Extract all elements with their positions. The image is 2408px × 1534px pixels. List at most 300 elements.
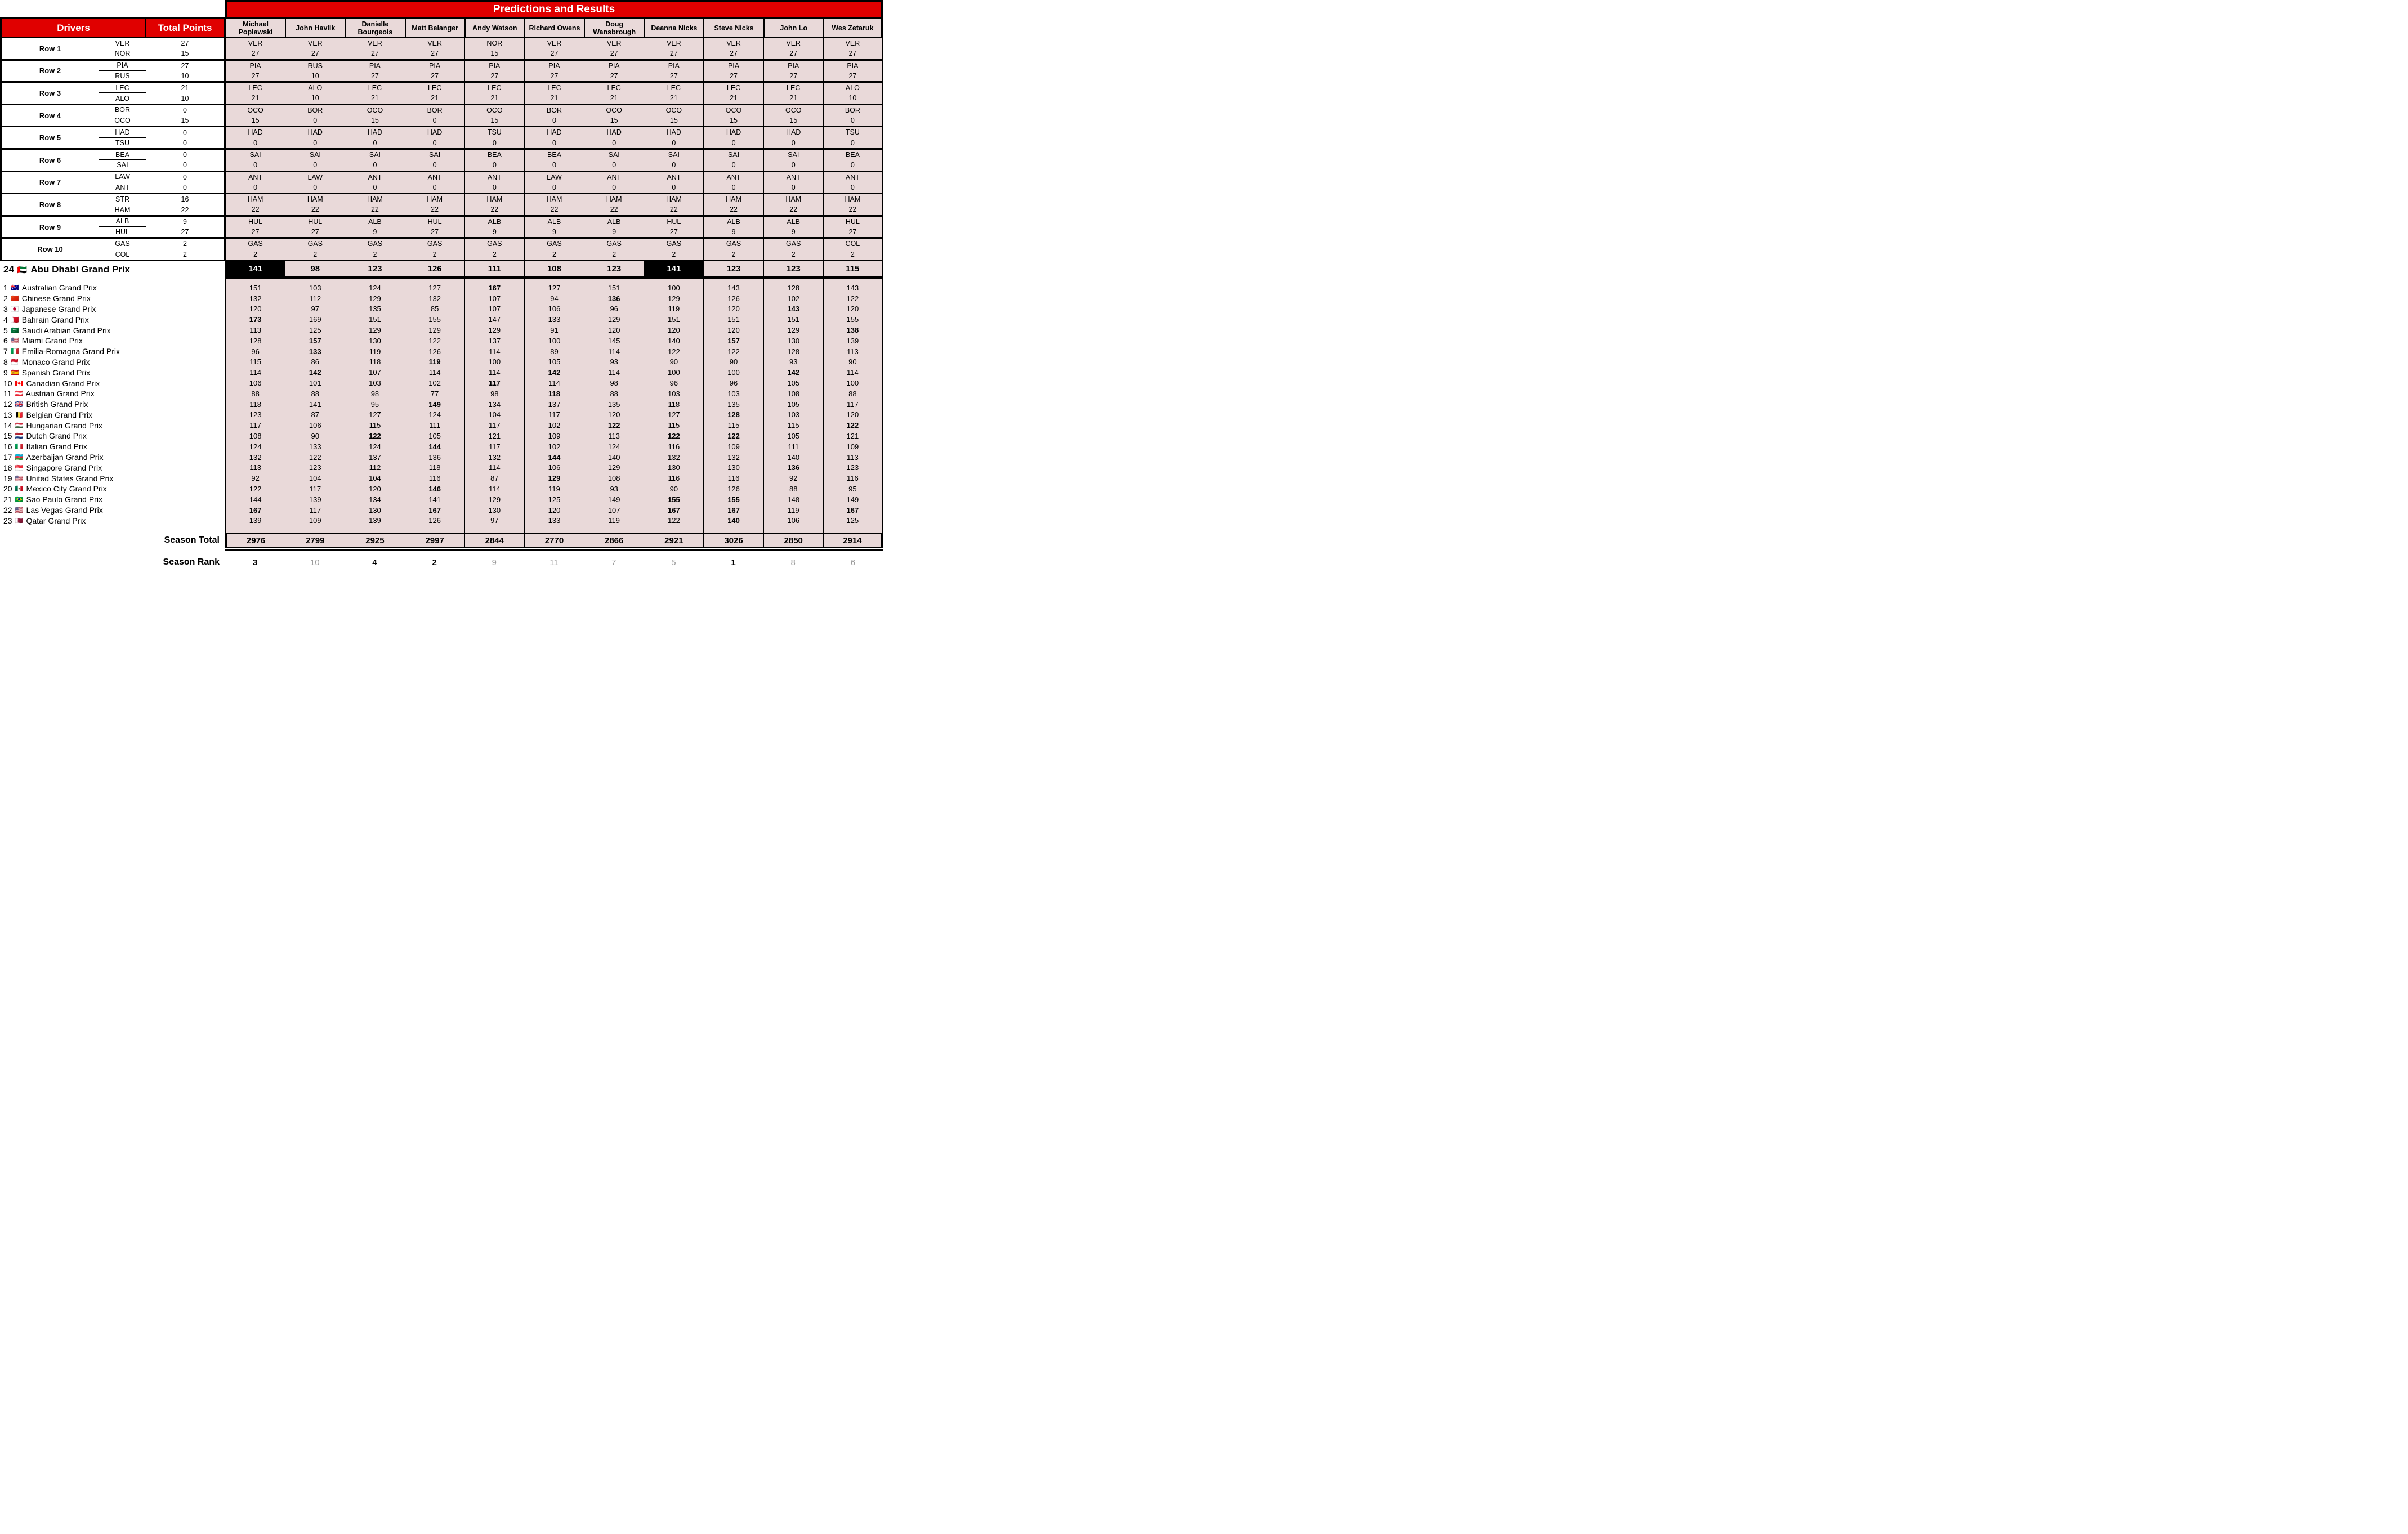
race-name: Dutch Grand Prix — [26, 431, 87, 441]
result-driver-code: ANT — [99, 182, 146, 193]
race-score-cell: 90 — [848, 357, 857, 366]
prediction-cell — [823, 239, 883, 260]
predicted-driver-code: ANT — [427, 173, 442, 181]
race-label — [0, 304, 225, 315]
predicted-driver-points: 27 — [251, 50, 260, 58]
race-flag-icon: 🇺🇸 — [10, 337, 19, 345]
player-column-header: Richard Owens — [524, 17, 584, 38]
drivers-header: Drivers — [0, 17, 146, 38]
predicted-driver-code: ALB — [368, 217, 382, 226]
race-name: Abu Dhabi Grand Prix — [30, 264, 130, 275]
predicted-driver-points: 2 — [850, 250, 855, 258]
race-number: 5 — [3, 325, 8, 335]
predicted-driver-code: VER — [307, 39, 323, 48]
predicted-driver-points: 2 — [612, 250, 616, 258]
race-score-cell: 124 — [369, 283, 381, 292]
race-number: 17 — [3, 453, 12, 462]
race-score-cell: 126 — [727, 294, 740, 303]
prediction-cell — [405, 172, 464, 193]
predicted-driver-code: ALB — [787, 217, 801, 226]
race-score-cell: 146 — [428, 484, 441, 493]
predicted-driver-points: 0 — [552, 138, 556, 147]
prediction-row — [0, 194, 883, 217]
result-driver-points: 15 — [146, 48, 225, 59]
race-score-cell: 120 — [369, 484, 381, 493]
prediction-cell — [464, 127, 524, 148]
race-score-cell: 173 — [249, 315, 262, 324]
predicted-driver-points: 0 — [492, 183, 497, 191]
race-score-cell: 129 — [668, 294, 680, 303]
race-score-cell: 102 — [548, 421, 561, 430]
prediction-cell — [524, 194, 584, 215]
predicted-driver-points: 22 — [789, 205, 798, 214]
predicted-driver-points: 10 — [311, 71, 319, 80]
prediction-row — [0, 105, 883, 128]
top-left-spacer — [0, 0, 225, 17]
race-number: 18 — [3, 463, 12, 472]
row-label: Row 7 — [0, 172, 99, 193]
season-rank-cell: 4 — [372, 557, 377, 567]
race-score-cell: 103 — [309, 283, 321, 292]
prediction-cell — [763, 38, 823, 59]
player-column-header: Steve Nicks — [703, 17, 763, 38]
result-driver-code: HAM — [99, 204, 146, 214]
race-number: 10 — [3, 378, 12, 388]
race-score-cell: 128 — [787, 347, 800, 356]
race-name: Azerbaijan Grand Prix — [26, 453, 104, 462]
race-score-cell: 143 — [846, 283, 859, 292]
result-driver-points: 0 — [146, 127, 225, 137]
race-name: United States Grand Prix — [26, 473, 114, 483]
race-name: Australian Grand Prix — [21, 283, 97, 293]
player-column-header: Michael Poplawski — [225, 17, 285, 38]
prediction-cell — [225, 127, 285, 148]
prediction-row — [0, 150, 883, 172]
race-score-cell: 103 — [668, 389, 680, 398]
race-score-cell: 98 — [490, 389, 499, 398]
race-score-cell: 140 — [787, 453, 800, 462]
predicted-driver-code: SAI — [668, 151, 680, 159]
race-number: 14 — [3, 421, 12, 430]
race-score-cell: 114 — [608, 347, 620, 356]
predicted-driver-code: ALB — [727, 217, 740, 226]
season-rank-cell: 10 — [310, 557, 320, 567]
total-double-underline — [225, 549, 883, 551]
predicted-driver-points: 9 — [791, 228, 796, 236]
predicted-driver-points: 22 — [550, 205, 559, 214]
race-score-cell: 127 — [369, 410, 381, 419]
abu-dhabi-row — [0, 261, 883, 279]
predicted-driver-code: HAD — [547, 128, 562, 137]
row-label: Row 4 — [0, 105, 99, 126]
predicted-driver-code: BOR — [845, 106, 860, 114]
prediction-cell — [225, 105, 285, 126]
race-label — [0, 367, 225, 378]
prediction-cell — [464, 105, 524, 126]
race-score-cell: 133 — [548, 516, 561, 525]
race-name: British Grand Prix — [26, 400, 88, 409]
prediction-cell — [644, 150, 703, 171]
race-score-cell: 93 — [789, 357, 798, 366]
race-score-cell: 136 — [607, 294, 620, 303]
predicted-driver-code: HAM — [726, 195, 741, 204]
predicted-driver-points: 27 — [251, 71, 260, 80]
race-score-cell: 115 — [369, 421, 381, 430]
race-flag-icon: 🇭🇺 — [15, 421, 24, 430]
season-total-row — [0, 533, 883, 548]
race-score-cell: 88 — [848, 389, 857, 398]
prediction-cell — [644, 105, 703, 126]
race-score-cell: 129 — [607, 463, 620, 472]
predicted-driver-code: HAD — [786, 128, 801, 137]
predicted-driver-code: VER — [368, 39, 382, 48]
prediction-cell — [405, 217, 464, 238]
prediction-cell — [584, 105, 644, 126]
predicted-driver-code: ANT — [607, 173, 622, 181]
race-score-column — [405, 279, 464, 533]
race-label — [0, 314, 225, 325]
prediction-cell — [285, 172, 345, 193]
predicted-driver-points: 0 — [850, 161, 855, 169]
prediction-cell — [703, 239, 763, 260]
race-number: 2 — [3, 294, 8, 303]
result-driver-code: SAI — [99, 160, 146, 170]
predicted-driver-points: 0 — [253, 183, 258, 191]
predicted-driver-code: ALB — [488, 217, 502, 226]
result-driver-code: STR — [99, 194, 146, 204]
row-label: Row 1 — [0, 38, 99, 59]
race-score-cell: 117 — [548, 410, 560, 419]
predictions-spreadsheet — [0, 0, 883, 570]
predicted-driver-points: 27 — [669, 71, 678, 80]
result-driver-points: 27 — [146, 61, 225, 71]
race-name: Miami Grand Prix — [21, 336, 83, 346]
race-score-cell: 114 — [488, 463, 501, 472]
prediction-cell — [703, 38, 763, 59]
prediction-row — [0, 61, 883, 83]
prediction-cell — [464, 239, 524, 260]
race-score-cell: 113 — [847, 347, 859, 356]
predicted-driver-points: 10 — [848, 94, 857, 102]
season-total-cell: 2850 — [763, 533, 823, 548]
race-score-cell: 122 — [249, 484, 262, 493]
predicted-driver-code: PIA — [788, 61, 799, 70]
predicted-driver-points: 27 — [848, 50, 857, 58]
predicted-driver-code: LEC — [787, 84, 801, 92]
predicted-driver-points: 0 — [791, 138, 796, 147]
predicted-driver-points: 22 — [431, 205, 439, 214]
race-score-cell: 116 — [847, 474, 859, 483]
race-score-cell: 118 — [548, 389, 560, 398]
abu-dhabi-score-cell: 126 — [405, 261, 464, 279]
season-rank-cell: 8 — [790, 557, 796, 567]
predicted-driver-points: 0 — [612, 161, 616, 169]
predicted-driver-points: 0 — [672, 138, 676, 147]
season-rank-cell: 6 — [850, 557, 856, 567]
race-score-cell: 105 — [787, 431, 800, 440]
predicted-driver-code: VER — [786, 39, 801, 48]
race-number: 16 — [3, 442, 12, 451]
race-score-cell: 119 — [668, 305, 680, 314]
predicted-driver-points: 0 — [432, 183, 437, 191]
row-label: Row 10 — [0, 239, 99, 260]
predicted-driver-code: ANT — [786, 173, 801, 181]
race-score-cell: 100 — [668, 368, 680, 377]
predicted-driver-code: PIA — [369, 61, 381, 70]
predicted-driver-points: 21 — [730, 94, 738, 102]
prediction-cell — [823, 127, 883, 148]
predicted-driver-code: COL — [845, 240, 860, 248]
season-total-cell: 2866 — [584, 533, 644, 548]
result-driver-points: 10 — [146, 71, 225, 81]
race-score-cell: 109 — [846, 442, 859, 451]
predicted-driver-code: BEA — [845, 151, 860, 159]
predicted-driver-code: OCO — [725, 106, 742, 114]
predictions-grid — [0, 38, 883, 261]
predicted-driver-code: PIA — [429, 61, 441, 70]
predicted-driver-code: TSU — [845, 128, 860, 137]
race-score-cell: 114 — [488, 484, 501, 493]
race-score-cell: 88 — [610, 389, 618, 398]
predicted-driver-points: 2 — [253, 250, 258, 258]
race-score-cell: 85 — [430, 305, 439, 314]
prediction-cell — [225, 83, 285, 104]
race-score-cell: 144 — [428, 442, 441, 451]
race-score-cell: 119 — [787, 506, 799, 515]
predicted-driver-code: BEA — [547, 151, 561, 159]
race-number: 7 — [3, 347, 8, 356]
race-score-cell: 122 — [668, 516, 680, 525]
race-score-cell: 120 — [727, 326, 740, 335]
predicted-driver-code: GAS — [427, 240, 443, 248]
page-title: Predictions and Results — [225, 0, 883, 17]
race-score-cell: 120 — [607, 410, 620, 419]
race-score-cell: 127 — [668, 410, 680, 419]
result-driver-points: 22 — [146, 204, 225, 214]
race-score-cell: 136 — [428, 453, 441, 462]
predicted-driver-points: 10 — [311, 94, 319, 102]
predicted-driver-code: LEC — [368, 84, 382, 92]
predicted-driver-points: 21 — [431, 94, 439, 102]
race-score-cell: 123 — [309, 463, 321, 472]
prediction-cell — [763, 239, 823, 260]
race-score-cell: 151 — [727, 315, 740, 324]
prediction-cell — [524, 83, 584, 104]
race-score-cell: 120 — [548, 506, 561, 515]
race-score-cell: 114 — [249, 368, 261, 377]
prediction-cell — [584, 127, 644, 148]
predicted-driver-points: 9 — [552, 228, 556, 236]
predicted-driver-code: SAI — [429, 151, 441, 159]
predicted-driver-points: 0 — [313, 117, 318, 125]
race-flag-icon: 🇦🇿 — [15, 453, 24, 462]
race-score-cell: 107 — [369, 368, 381, 377]
predicted-driver-points: 2 — [731, 250, 736, 258]
race-score-cell: 96 — [610, 305, 618, 314]
race-score-cell: 88 — [311, 389, 319, 398]
result-driver-points: 0 — [146, 160, 225, 170]
prediction-row — [0, 127, 883, 150]
player-column-header: Wes Zetaruk — [823, 17, 883, 38]
race-score-cell: 157 — [309, 336, 321, 345]
race-score-cell: 133 — [309, 442, 321, 451]
predicted-driver-code: LEC — [667, 84, 681, 92]
predicted-driver-code: GAS — [786, 240, 801, 248]
predicted-driver-points: 0 — [373, 161, 377, 169]
predicted-driver-code: SAI — [608, 151, 620, 159]
predicted-driver-code: HUL — [248, 217, 263, 226]
predicted-driver-code: HAM — [665, 195, 682, 204]
predicted-driver-points: 9 — [731, 228, 736, 236]
prediction-cell — [225, 217, 285, 238]
race-score-cell: 120 — [249, 305, 262, 314]
predicted-driver-points: 0 — [432, 117, 437, 125]
prediction-row — [0, 83, 883, 105]
predicted-driver-points: 9 — [373, 228, 377, 236]
race-score-cell: 93 — [610, 357, 618, 366]
predicted-driver-code: OCO — [367, 106, 383, 114]
race-score-cell: 148 — [787, 495, 800, 504]
predicted-driver-code: OCO — [606, 106, 622, 114]
prediction-cell — [285, 38, 345, 59]
race-score-cell: 104 — [488, 410, 501, 419]
prediction-cell — [763, 172, 823, 193]
predicted-driver-code: HAM — [247, 195, 263, 204]
race-label — [0, 420, 225, 431]
race-score-cell: 107 — [488, 305, 501, 314]
result-driver-code: RUS — [99, 71, 146, 81]
predicted-driver-points: 2 — [373, 250, 377, 258]
race-score-cell: 105 — [548, 357, 561, 366]
season-rank-label: Season Rank — [163, 557, 220, 567]
result-driver-code: VER — [99, 38, 146, 48]
predicted-driver-code: VER — [845, 39, 860, 48]
predicted-driver-code: HAD — [726, 128, 741, 137]
predicted-driver-code: LEC — [607, 84, 621, 92]
race-score-cell: 106 — [548, 305, 561, 314]
race-score-cell: 120 — [607, 326, 620, 335]
predicted-driver-code: TSU — [487, 128, 502, 137]
race-score-cell: 155 — [428, 315, 441, 324]
prediction-cell — [225, 38, 285, 59]
race-name: Las Vegas Grand Prix — [26, 506, 103, 515]
predicted-driver-points: 9 — [612, 228, 616, 236]
race-label — [0, 399, 225, 410]
predicted-driver-code: ALB — [547, 217, 561, 226]
predicted-driver-points: 0 — [313, 161, 318, 169]
race-score-cell: 144 — [548, 453, 561, 462]
race-score-cell: 97 — [311, 305, 319, 314]
race-score-cell: 109 — [727, 442, 740, 451]
title-band — [0, 0, 883, 17]
predicted-driver-points: 27 — [730, 71, 738, 80]
race-score-cell: 108 — [249, 431, 262, 440]
prediction-cell — [823, 38, 883, 59]
total-underline-band — [0, 548, 883, 551]
race-flag-icon: 🇧🇷 — [15, 495, 24, 504]
predicted-driver-points: 0 — [791, 183, 796, 191]
race-score-cell: 104 — [369, 474, 381, 483]
race-score-cell: 134 — [369, 495, 381, 504]
prediction-cell — [464, 217, 524, 238]
predicted-driver-code: LAW — [547, 173, 562, 181]
race-score-cell: 122 — [727, 431, 740, 440]
uae-flag-icon: 🇦🇪 — [17, 265, 28, 274]
race-score-cell: 95 — [848, 484, 857, 493]
predicted-driver-code: PIA — [608, 61, 620, 70]
prediction-cell — [823, 194, 883, 215]
result-driver-code: ALB — [99, 217, 146, 227]
prediction-cell — [524, 105, 584, 126]
race-score-cell: 124 — [428, 410, 441, 419]
race-score-cell: 124 — [369, 442, 381, 451]
race-score-cell: 115 — [249, 357, 261, 366]
prediction-cell — [644, 194, 703, 215]
predicted-driver-points: 0 — [313, 183, 318, 191]
result-driver-code: LAW — [99, 172, 146, 182]
race-score-cell: 117 — [309, 484, 321, 493]
race-label — [0, 515, 225, 526]
season-total-label: Season Total — [0, 533, 225, 548]
predicted-driver-points: 2 — [492, 250, 497, 258]
race-score-cell: 128 — [727, 410, 740, 419]
abu-dhabi-score-cell: 123 — [703, 261, 763, 279]
race-flag-icon: 🇯🇵 — [10, 305, 19, 313]
race-score-cell: 127 — [428, 283, 441, 292]
race-number: 8 — [3, 357, 8, 366]
race-score-cell: 92 — [251, 474, 260, 483]
race-score-cell: 122 — [607, 421, 620, 430]
predicted-driver-code: BOR — [307, 106, 323, 114]
race-score-cell: 122 — [727, 347, 740, 356]
race-score-column — [285, 279, 345, 533]
prediction-cell — [464, 194, 524, 215]
race-score-cell: 108 — [607, 474, 620, 483]
race-score-cell: 129 — [607, 315, 620, 324]
prediction-cell — [584, 150, 644, 171]
result-driver-code: HUL — [99, 227, 146, 237]
race-score-cell: 113 — [249, 326, 261, 335]
predicted-driver-code: GAS — [606, 240, 622, 248]
season-rank-cell: 11 — [549, 557, 559, 567]
predicted-driver-points: 27 — [610, 71, 618, 80]
race-score-cell: 98 — [610, 379, 618, 387]
predicted-driver-points: 15 — [789, 117, 798, 125]
race-score-cell: 107 — [607, 506, 620, 515]
player-column-header: Matt Belanger — [405, 17, 464, 38]
race-score-cell: 122 — [309, 453, 321, 462]
race-score-cell: 114 — [548, 379, 560, 387]
season-rank-cell: 5 — [671, 557, 676, 567]
predicted-driver-code: GAS — [367, 240, 383, 248]
predicted-driver-points: 0 — [731, 183, 736, 191]
predicted-driver-points: 21 — [251, 94, 260, 102]
predicted-driver-code: LEC — [488, 84, 502, 92]
predicted-driver-code: HAM — [606, 195, 622, 204]
prediction-cell — [524, 217, 584, 238]
prediction-cell — [644, 239, 703, 260]
predicted-driver-code: HAM — [785, 195, 802, 204]
predicted-driver-points: 0 — [373, 138, 377, 147]
race-score-cell: 120 — [668, 326, 680, 335]
race-score-cell: 130 — [727, 463, 740, 472]
race-flag-icon: 🇦🇺 — [10, 284, 19, 292]
race-score-cell: 155 — [668, 495, 680, 504]
race-score-cell: 77 — [430, 389, 439, 398]
prediction-cell — [285, 83, 345, 104]
race-flag-icon: 🇶🇦 — [15, 516, 24, 525]
race-flag-icon: 🇮🇹 — [15, 442, 24, 451]
